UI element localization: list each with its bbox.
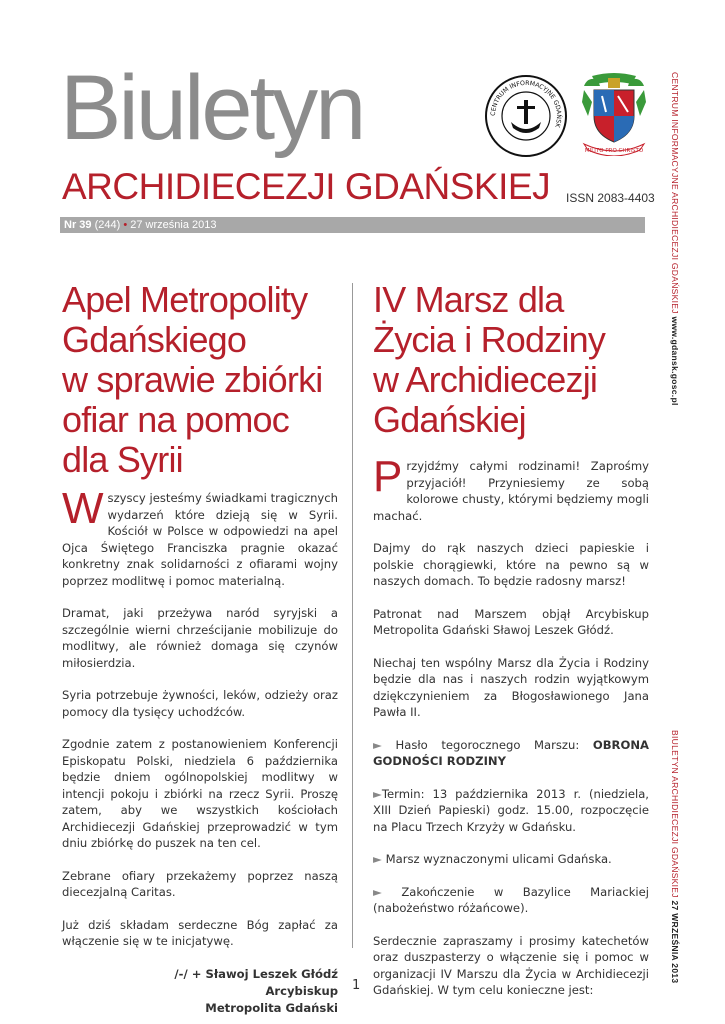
right-p6 bbox=[373, 786, 649, 836]
left-p2: Dramat, jaki przeżywa naród syryjski a szczególnie wierni chrześcijanie mobilizuje do modlitwy, ale również domaga się czynów miłosierdzia. bbox=[62, 606, 338, 670]
page-number: 1 bbox=[352, 978, 361, 993]
date-info: Termin: 13 października 2013 r. (niedziela, XIII Dzień Papieski) godz. 15.00, rozpoczęcie na Placu Trzech Krzyży w Gdańsku. bbox=[373, 786, 649, 834]
right-headline-line: w Archidiecezji bbox=[373, 359, 598, 400]
signature-name: /-/ + Sławoj Leszek Głódź bbox=[174, 966, 338, 981]
arrow-icon: ► bbox=[373, 786, 382, 801]
side-publication-name: BIULETYN ARCHIDIECEZJI GDAŃSKIEJ bbox=[670, 730, 680, 898]
left-headline bbox=[62, 280, 347, 480]
issue-date: 27 września 2013 bbox=[130, 219, 217, 231]
arrow-icon: ► bbox=[373, 737, 382, 752]
right-p4: Niechaj ten wspólny Marsz dla Życia i Rodziny będzie dla nas i naszych rodzin wyjątkowym dziękczynieniem za Błogosławionego Jana Pawła II. bbox=[373, 655, 649, 719]
right-p1: rzyjdźmy całymi rodzinami! Zaprośmy przyjaciół! Przyniesiemy ze sobą kolorowe chusty, którymi będziemy mogli machać. bbox=[373, 459, 649, 523]
centrum-informacyjne-logo bbox=[484, 74, 568, 158]
right-p5 bbox=[373, 737, 649, 770]
left-p5: Zebrane ofiary przekażemy poprzez naszą diecezjalną Caritas. bbox=[62, 868, 338, 899]
right-headline-line: IV Marsz dla bbox=[373, 279, 564, 320]
left-headline-line: dla Syrii bbox=[62, 439, 183, 480]
issue-total: (244) bbox=[94, 219, 121, 231]
signature-role: Metropolita Gdański bbox=[205, 1000, 338, 1015]
right-p3: Patronat nad Marszem objął Arcybiskup Metropolita Gdański Sławoj Leszek Głódź. bbox=[373, 606, 649, 637]
right-dropcap: P bbox=[373, 452, 403, 501]
left-headline-line: Apel Metropolity bbox=[62, 279, 308, 320]
left-p1: szyscy jesteśmy świadkami tragicznych wydarzeń które dzieją się w Syrii. Kościół w Polsce w odpowiedzi na apel Ojca Świętego Franciszka pragnie okazać konkretny znak solidarności z ofiarami wojny poprzez modlitwę i pomoc materialną. bbox=[62, 491, 338, 588]
side-text-bottom bbox=[670, 730, 680, 983]
right-article-body bbox=[373, 452, 650, 1015]
left-paragraph bbox=[62, 484, 338, 589]
left-headline-line: ofiar na pomoc bbox=[62, 399, 289, 440]
arrow-icon: ► bbox=[373, 884, 382, 899]
left-headline-line: w sprawie zbiórki bbox=[62, 359, 323, 400]
side-org-name: CENTRUM INFORMACYJNE ARCHIDIECEZJI GDAŃSKIEJ bbox=[670, 72, 680, 314]
right-p9: Serdecznie zapraszamy i prosimy katechetów oraz duszpasterzy o włączenie się i pomoc w organizacji IV Marszu dla Życia w Archidiecezji Gdańskiej. W tym celu konieczne jest: bbox=[373, 933, 649, 997]
arrow-icon: ► bbox=[373, 852, 382, 866]
right-headline-line: Życia i Rodziny bbox=[373, 319, 606, 360]
left-p4: Zgodnie zatem z postanowieniem Konferencji Episkopatu Polski, niedziela 6 października będzie dniem ogólnopolskiej modlitwy w intencji pokoju i zbiórki na rzecz Syrii. Proszę zatem, aby we wszystkich kościołach Archidiecezji Gdańskiej przeprowadzić w tym dniu zbiórkę do puszek na ten cel. bbox=[62, 737, 338, 850]
route-info: Marsz wyznaczonymi ulicami Gdańska. bbox=[385, 852, 612, 866]
coat-motto: MILITO PRO CHRISTO bbox=[584, 148, 644, 154]
issue-separator: • bbox=[123, 219, 128, 231]
right-headline bbox=[373, 280, 653, 440]
right-paragraph bbox=[373, 452, 649, 524]
motto-value: OBRONA GODNOŚCI RODZINY bbox=[373, 737, 650, 768]
left-p3: Syria potrzebuje żywności, leków, odzieży oraz pomocy dla tysięcy uchodźców. bbox=[62, 688, 338, 719]
side-text-top bbox=[670, 72, 680, 406]
signature-title: Arcybiskup bbox=[265, 983, 338, 998]
left-article-body bbox=[62, 484, 338, 1017]
logo-ring-text: CENTRUM INFORMACYJNE GDAŃSK bbox=[489, 79, 563, 129]
right-headline-line: Gdańskiej bbox=[373, 399, 526, 440]
issue-bar bbox=[60, 217, 645, 233]
coat-of-arms-logo bbox=[578, 72, 650, 156]
issue-number: Nr 39 bbox=[64, 219, 92, 231]
left-dropcap: W bbox=[62, 484, 104, 533]
end-info: Zakończenie w Bazylice Mariackiej (nabożeństwo różańcowe). bbox=[373, 884, 649, 915]
signature bbox=[62, 966, 338, 1017]
column-divider bbox=[352, 283, 353, 948]
right-p8 bbox=[373, 884, 649, 917]
masthead-title: Biuletyn bbox=[60, 57, 364, 159]
masthead-subtitle: ARCHIDIECEZJI GDAŃSKIEJ bbox=[62, 166, 551, 207]
side-date: 27 WRZEŚNIA 2013 bbox=[670, 900, 680, 984]
side-url: www.gdansk.gosc.pl bbox=[670, 316, 680, 406]
right-p2: Dajmy do rąk naszych dzieci papieskie i polskie chorągiewki, które na pewno są w naszych domach. To będzie radosny marsz! bbox=[373, 541, 649, 588]
right-p7 bbox=[373, 851, 649, 868]
issn: ISSN 2083-4403 bbox=[566, 191, 655, 205]
left-headline-line: Gdańskiego bbox=[62, 319, 247, 360]
motto-label: Hasło tegorocznego Marszu: bbox=[395, 737, 580, 752]
left-p6: Już dziś składam serdeczne Bóg zapłać za włączenie się w te inicjatywę. bbox=[62, 917, 338, 948]
